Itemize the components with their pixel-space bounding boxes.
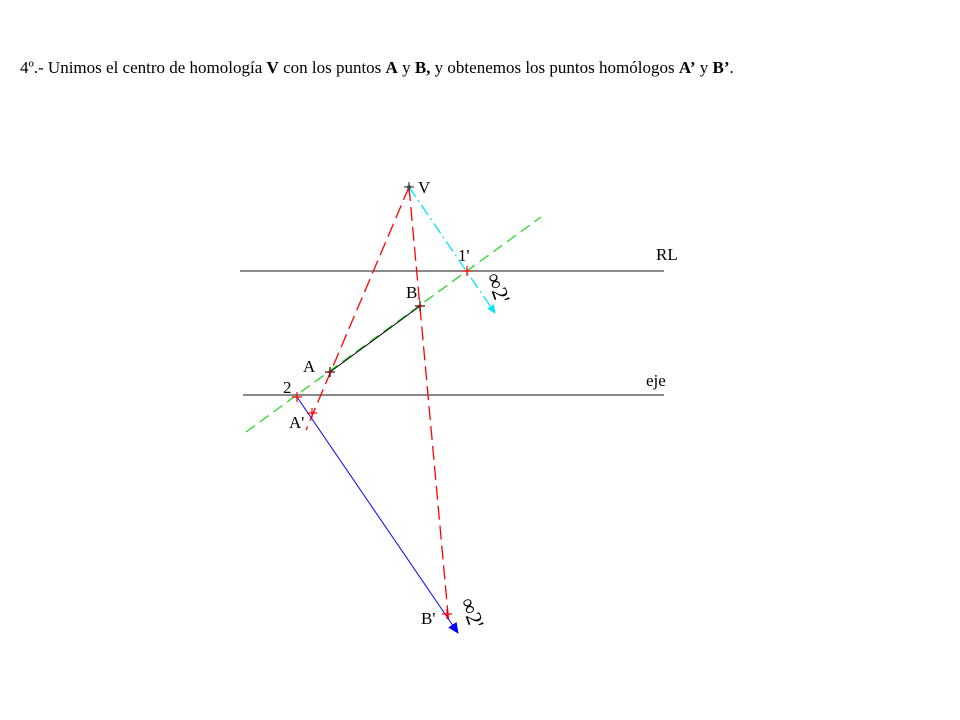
- segment-ab: [330, 306, 420, 372]
- label-infinity-2prime-top: ∞2': [481, 269, 516, 307]
- label-infinity-2prime-bottom: ∞2': [455, 594, 490, 632]
- caption-a-prime: A’: [678, 58, 696, 77]
- label-a: A: [303, 357, 316, 376]
- label-rl: RL: [656, 245, 678, 264]
- caption-a: A: [385, 58, 398, 77]
- caption-end: .: [729, 58, 734, 77]
- caption-b: B,: [414, 58, 431, 77]
- caption-y1: y: [397, 58, 415, 77]
- caption-mid2: y obtenemos los puntos homólogos: [430, 58, 679, 77]
- label-bprime: B': [421, 609, 436, 628]
- caption-y2: y: [695, 58, 713, 77]
- direction-v-1prime: [409, 187, 495, 313]
- label-b: B: [406, 283, 418, 302]
- point-aprime-marker: [307, 408, 317, 418]
- label-v: V: [418, 178, 431, 197]
- caption-b-prime: B’: [712, 58, 730, 77]
- point-v-marker: [404, 182, 414, 192]
- label-eje: eje: [646, 371, 666, 390]
- line-2-bprime: [297, 397, 458, 633]
- ray-v-a-aprime: [306, 187, 409, 430]
- caption-mid1: con los puntos: [278, 58, 386, 77]
- label-aprime: A': [289, 413, 305, 432]
- label-2: 2: [283, 378, 292, 397]
- point-bprime-marker: [442, 609, 452, 619]
- point-2-marker: [292, 392, 302, 402]
- line-2-1prime: [246, 217, 541, 432]
- point-b-marker: [415, 301, 425, 311]
- caption-prefix: 4º.- Unimos el centro de homología: [20, 58, 267, 77]
- caption-v: V: [266, 58, 279, 77]
- ray-v-b-bprime: [409, 187, 449, 625]
- label-1prime: 1': [458, 246, 470, 265]
